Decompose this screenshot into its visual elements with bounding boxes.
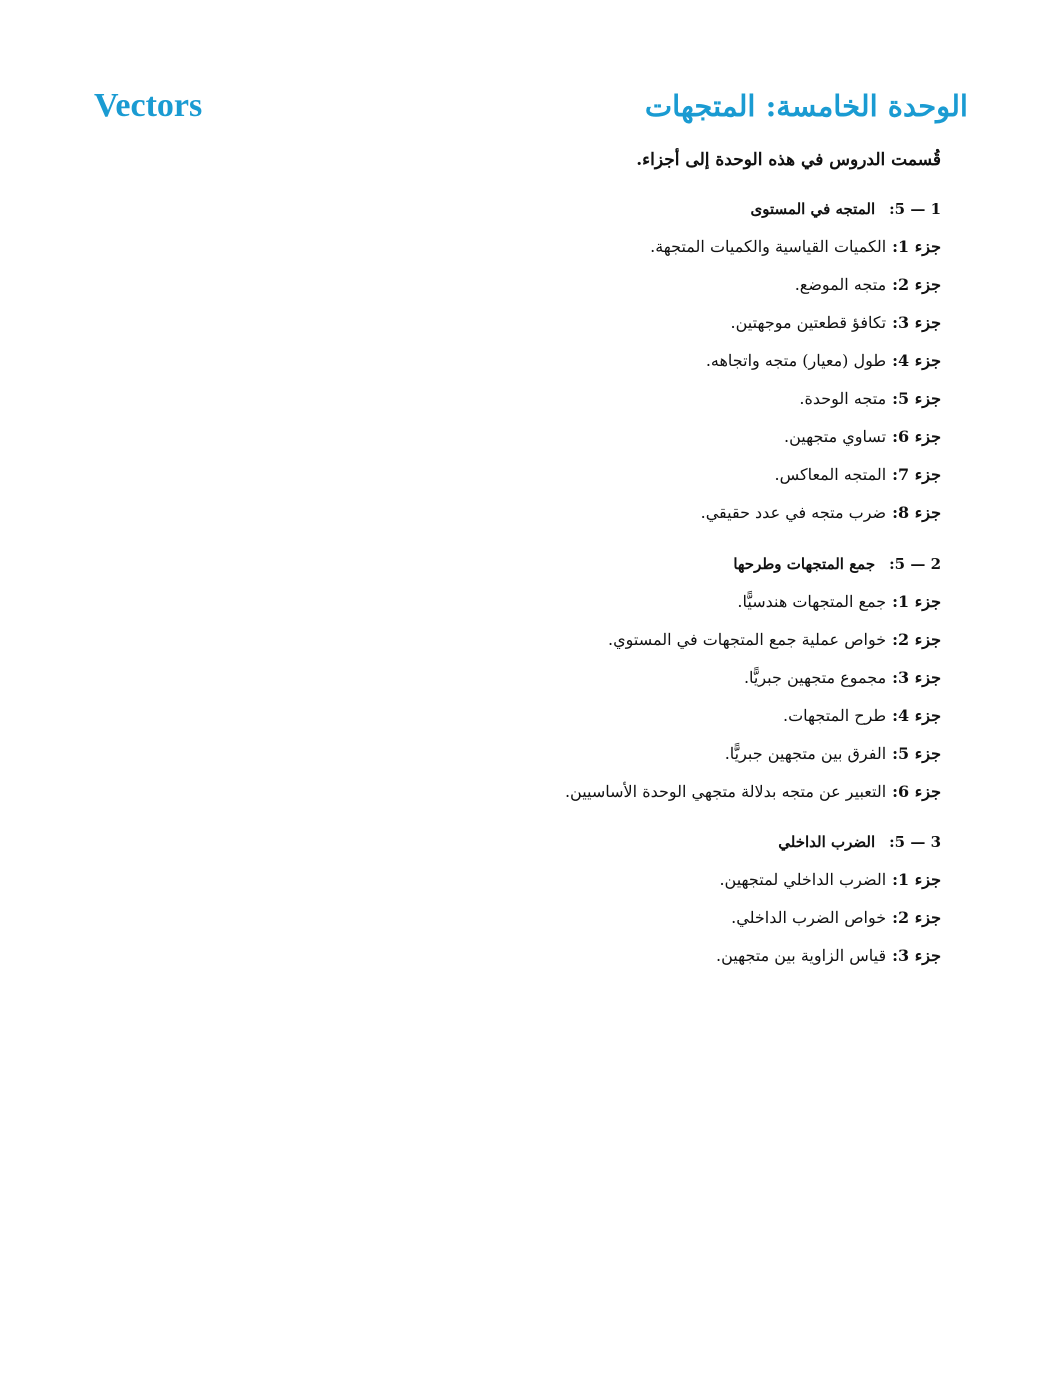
lesson-prefix: جزء 1: bbox=[892, 870, 941, 889]
intro-text: قُسمت الدروس في هذه الوحدة إلى أجزاء. bbox=[636, 150, 941, 170]
lesson-item bbox=[341, 228, 941, 266]
lesson-text: التعبير عن متجه بدلالة متجهي الوحدة الأساسيين. bbox=[564, 782, 887, 801]
lesson-prefix: جزء 6: bbox=[892, 427, 941, 446]
section-title: الضرب الداخلي bbox=[778, 833, 876, 851]
lesson-text: طول (معيار) متجه واتجاهه. bbox=[705, 351, 887, 370]
lesson-text: خواص الضرب الداخلي. bbox=[731, 908, 887, 927]
lesson-item bbox=[341, 773, 941, 811]
lesson-text: مجموع متجهين جبريًّا. bbox=[743, 668, 887, 687]
lesson-text: تساوي متجهين. bbox=[784, 427, 887, 446]
lesson-item bbox=[341, 583, 941, 621]
title-arabic: الوحدة الخامسة: المتجهات bbox=[644, 89, 968, 123]
lesson-text: طرح المتجهات. bbox=[783, 706, 887, 725]
lesson-prefix: جزء 3: bbox=[892, 668, 941, 687]
lesson-prefix: جزء 5: bbox=[892, 389, 941, 408]
lesson-text: متجه الموضع. bbox=[794, 275, 887, 294]
lesson-prefix: جزء 2: bbox=[892, 275, 941, 294]
lesson-text: قياس الزاوية بين متجهين. bbox=[715, 946, 887, 965]
section-number: 1 — 5: bbox=[889, 200, 941, 218]
lesson-prefix: جزء 7: bbox=[892, 465, 941, 484]
lesson-item bbox=[341, 418, 941, 456]
lesson-prefix: جزء 5: bbox=[892, 744, 941, 763]
lesson-prefix: جزء 1: bbox=[892, 237, 941, 256]
lesson-prefix: جزء 3: bbox=[892, 946, 941, 965]
lesson-prefix: جزء 8: bbox=[892, 503, 941, 522]
lesson-item bbox=[341, 861, 941, 899]
lesson-prefix: جزء 3: bbox=[892, 313, 941, 332]
section-title: المتجه في المستوى bbox=[750, 200, 876, 218]
lesson-item bbox=[341, 899, 941, 937]
lesson-item bbox=[341, 621, 941, 659]
section-number: 3 — 5: bbox=[889, 833, 941, 851]
lesson-prefix: جزء 6: bbox=[892, 782, 941, 801]
lesson-text: خواص عملية جمع المتجهات في المستوي. bbox=[608, 630, 887, 649]
lesson-item bbox=[341, 380, 941, 418]
lesson-text: الفرق بين متجهين جبريًّا. bbox=[724, 744, 887, 763]
lesson-item bbox=[341, 342, 941, 380]
title-english: Vectors bbox=[94, 87, 203, 124]
lesson-item bbox=[341, 735, 941, 773]
section-2 bbox=[341, 545, 941, 811]
lesson-text: ضرب متجه في عدد حقيقي. bbox=[700, 503, 887, 522]
lesson-prefix: جزء 1: bbox=[892, 592, 941, 611]
section-number: 2 — 5: bbox=[889, 555, 941, 573]
lesson-item bbox=[341, 697, 941, 735]
lesson-text: متجه الوحدة. bbox=[799, 389, 887, 408]
lesson-text: المتجه المعاكس. bbox=[774, 465, 887, 484]
lesson-prefix: جزء 2: bbox=[892, 908, 941, 927]
section-title: جمع المتجهات وطرحها bbox=[733, 555, 876, 573]
section-3 bbox=[341, 823, 941, 975]
section-heading bbox=[341, 190, 941, 228]
lesson-prefix: جزء 4: bbox=[892, 351, 941, 370]
lesson-item bbox=[341, 937, 941, 975]
section-heading bbox=[341, 823, 941, 861]
section-heading bbox=[341, 545, 941, 583]
lesson-item bbox=[341, 304, 941, 342]
lesson-item bbox=[341, 266, 941, 304]
lesson-item bbox=[341, 494, 941, 532]
lesson-item bbox=[341, 456, 941, 494]
lesson-text: جمع المتجهات هندسيًّا. bbox=[737, 592, 887, 611]
lesson-item bbox=[341, 659, 941, 697]
lesson-text: الضرب الداخلي لمتجهين. bbox=[719, 870, 887, 889]
section-1 bbox=[341, 190, 941, 532]
lesson-text: الكميات القياسية والكميات المتجهة. bbox=[650, 237, 887, 256]
lesson-prefix: جزء 4: bbox=[892, 706, 941, 725]
lesson-prefix: جزء 2: bbox=[892, 630, 941, 649]
lesson-text: تكافؤ قطعتين موجهتين. bbox=[730, 313, 887, 332]
